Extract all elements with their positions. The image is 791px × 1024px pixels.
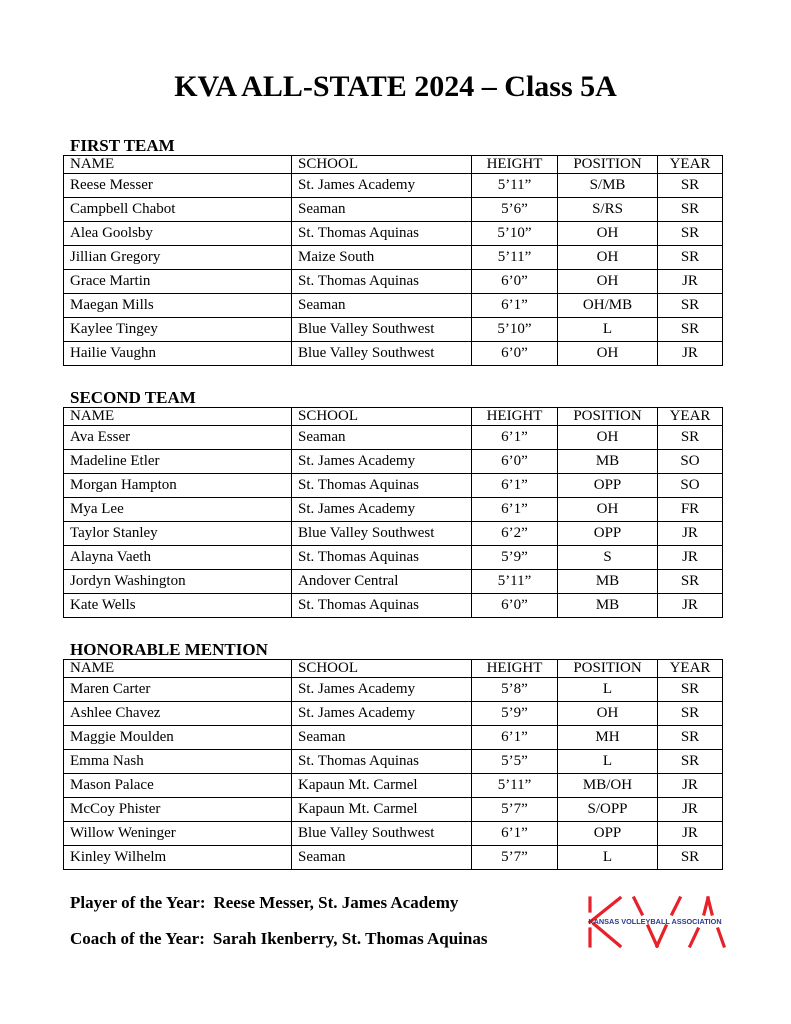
cell-school: Seaman: [292, 426, 472, 450]
cell-school: Andover Central: [292, 570, 472, 594]
table-row: [64, 222, 723, 246]
table-row: [64, 702, 723, 726]
cell-year: SR: [658, 198, 723, 222]
table-row: [64, 246, 723, 270]
cell-position: S/OPP: [558, 798, 658, 822]
cell-position: L: [558, 318, 658, 342]
cell-height: 6’0”: [472, 270, 558, 294]
cell-height: 5’11”: [472, 774, 558, 798]
cell-position: OH: [558, 702, 658, 726]
cell-school: St. James Academy: [292, 174, 472, 198]
table-row: [64, 270, 723, 294]
cell-name: Madeline Etler: [64, 450, 292, 474]
cell-height: 6’1”: [472, 498, 558, 522]
cell-height: 6’0”: [472, 450, 558, 474]
section-title: HONORABLE MENTION: [70, 640, 268, 659]
table-row: [64, 546, 723, 570]
cell-height: 6’1”: [472, 474, 558, 498]
cell-height: 5’11”: [472, 246, 558, 270]
cell-school: Seaman: [292, 198, 472, 222]
cell-name: Grace Martin: [64, 270, 292, 294]
table-row: [64, 822, 723, 846]
table-row: [64, 426, 723, 450]
column-header-year: YEAR: [658, 660, 723, 678]
cell-year: JR: [658, 342, 723, 366]
cell-year: JR: [658, 522, 723, 546]
table-row: [64, 474, 723, 498]
cell-name: Maren Carter: [64, 678, 292, 702]
coach-of-the-year: [70, 929, 487, 949]
cell-school: St. Thomas Aquinas: [292, 546, 472, 570]
cell-height: 5’5”: [472, 750, 558, 774]
table-row: [64, 726, 723, 750]
cell-school: St. Thomas Aquinas: [292, 594, 472, 618]
cell-year: SO: [658, 474, 723, 498]
cell-name: Ava Esser: [64, 426, 292, 450]
cell-height: 6’1”: [472, 294, 558, 318]
cell-position: S: [558, 546, 658, 570]
cell-school: St. James Academy: [292, 498, 472, 522]
cell-position: MB: [558, 594, 658, 618]
cell-position: OH: [558, 270, 658, 294]
player-of-year-label: Player of the Year:: [70, 893, 206, 912]
table-row: [64, 798, 723, 822]
section-title: FIRST TEAM: [70, 136, 175, 155]
cell-school: Seaman: [292, 294, 472, 318]
cell-year: SR: [658, 678, 723, 702]
cell-year: JR: [658, 822, 723, 846]
cell-name: Maggie Moulden: [64, 726, 292, 750]
cell-height: 5’9”: [472, 702, 558, 726]
cell-school: Kapaun Mt. Carmel: [292, 774, 472, 798]
cell-position: L: [558, 846, 658, 870]
column-header-position: POSITION: [558, 408, 658, 426]
column-header-height: HEIGHT: [472, 408, 558, 426]
cell-height: 6’2”: [472, 522, 558, 546]
roster-table: [63, 155, 723, 366]
cell-year: JR: [658, 798, 723, 822]
cell-school: Seaman: [292, 726, 472, 750]
table-row: [64, 750, 723, 774]
table-row: [64, 450, 723, 474]
table-row: [64, 522, 723, 546]
cell-name: Jillian Gregory: [64, 246, 292, 270]
cell-height: 6’0”: [472, 594, 558, 618]
cell-position: OH: [558, 426, 658, 450]
cell-year: JR: [658, 546, 723, 570]
cell-position: MB/OH: [558, 774, 658, 798]
cell-year: SR: [658, 174, 723, 198]
cell-school: Blue Valley Southwest: [292, 522, 472, 546]
column-header-height: HEIGHT: [472, 156, 558, 174]
cell-school: Kapaun Mt. Carmel: [292, 798, 472, 822]
cell-school: St. Thomas Aquinas: [292, 222, 472, 246]
coach-of-year-value: Sarah Ikenberry, St. Thomas Aquinas: [212, 929, 488, 948]
cell-position: L: [558, 750, 658, 774]
cell-position: S/MB: [558, 174, 658, 198]
cell-year: SR: [658, 318, 723, 342]
column-header-height: HEIGHT: [472, 660, 558, 678]
cell-school: St. James Academy: [292, 678, 472, 702]
table-row: [64, 294, 723, 318]
cell-school: Blue Valley Southwest: [292, 318, 472, 342]
cell-school: Blue Valley Southwest: [292, 822, 472, 846]
cell-height: 5’11”: [472, 174, 558, 198]
cell-name: Taylor Stanley: [64, 522, 292, 546]
cell-year: SR: [658, 726, 723, 750]
cell-position: OPP: [558, 822, 658, 846]
coach-of-year-label: Coach of the Year:: [70, 929, 205, 948]
column-header-school: SCHOOL: [292, 660, 472, 678]
cell-height: 6’1”: [472, 822, 558, 846]
team-section: [63, 137, 722, 366]
logo-tagline: KANSAS VOLLEYBALL ASSOCIATION: [588, 917, 722, 926]
cell-name: Morgan Hampton: [64, 474, 292, 498]
table-row: [64, 174, 723, 198]
column-header-name: NAME: [64, 408, 292, 426]
cell-school: St. James Academy: [292, 702, 472, 726]
cell-position: OH: [558, 498, 658, 522]
cell-name: Mya Lee: [64, 498, 292, 522]
team-section: [63, 641, 722, 870]
cell-year: SR: [658, 846, 723, 870]
cell-position: L: [558, 678, 658, 702]
cell-height: 6’0”: [472, 342, 558, 366]
cell-year: SR: [658, 426, 723, 450]
cell-year: SR: [658, 750, 723, 774]
cell-year: SR: [658, 246, 723, 270]
cell-school: Blue Valley Southwest: [292, 342, 472, 366]
page-title: KVA ALL-STATE 2024 – Class 5A: [174, 70, 617, 103]
cell-position: MB: [558, 570, 658, 594]
cell-school: Maize South: [292, 246, 472, 270]
cell-school: St. Thomas Aquinas: [292, 474, 472, 498]
cell-position: OH: [558, 222, 658, 246]
cell-height: 6’1”: [472, 426, 558, 450]
cell-name: McCoy Phister: [64, 798, 292, 822]
cell-name: Kaylee Tingey: [64, 318, 292, 342]
cell-name: Kate Wells: [64, 594, 292, 618]
cell-position: OH: [558, 246, 658, 270]
table-row: [64, 318, 723, 342]
column-header-school: SCHOOL: [292, 156, 472, 174]
cell-height: 6’1”: [472, 726, 558, 750]
cell-name: Campbell Chabot: [64, 198, 292, 222]
cell-name: Maegan Mills: [64, 294, 292, 318]
cell-height: 5’7”: [472, 798, 558, 822]
cell-name: Emma Nash: [64, 750, 292, 774]
table-row: [64, 846, 723, 870]
table-row: [64, 678, 723, 702]
roster-table: [63, 659, 723, 870]
table-row: [64, 342, 723, 366]
cell-name: Kinley Wilhelm: [64, 846, 292, 870]
cell-name: Willow Weninger: [64, 822, 292, 846]
cell-position: MH: [558, 726, 658, 750]
cell-height: 5’10”: [472, 222, 558, 246]
column-header-school: SCHOOL: [292, 408, 472, 426]
cell-year: SR: [658, 222, 723, 246]
cell-name: Jordyn Washington: [64, 570, 292, 594]
cell-height: 5’10”: [472, 318, 558, 342]
cell-position: MB: [558, 450, 658, 474]
cell-position: OPP: [558, 522, 658, 546]
table-row: [64, 498, 723, 522]
cell-name: Ashlee Chavez: [64, 702, 292, 726]
cell-position: OPP: [558, 474, 658, 498]
column-header-name: NAME: [64, 156, 292, 174]
cell-school: St. Thomas Aquinas: [292, 750, 472, 774]
cell-year: SR: [658, 570, 723, 594]
column-header-name: NAME: [64, 660, 292, 678]
player-of-the-year: [70, 893, 458, 913]
cell-year: JR: [658, 270, 723, 294]
cell-school: St. Thomas Aquinas: [292, 270, 472, 294]
column-header-position: POSITION: [558, 156, 658, 174]
table-row: [64, 594, 723, 618]
cell-year: SR: [658, 702, 723, 726]
cell-year: SR: [658, 294, 723, 318]
cell-name: Mason Palace: [64, 774, 292, 798]
column-header-year: YEAR: [658, 156, 723, 174]
table-row: [64, 774, 723, 798]
cell-year: JR: [658, 594, 723, 618]
section-title: SECOND TEAM: [70, 388, 196, 407]
cell-height: 5’11”: [472, 570, 558, 594]
column-header-year: YEAR: [658, 408, 723, 426]
cell-name: Alayna Vaeth: [64, 546, 292, 570]
kva-logo: [584, 895, 726, 949]
cell-name: Alea Goolsby: [64, 222, 292, 246]
cell-school: St. James Academy: [292, 450, 472, 474]
cell-height: 5’8”: [472, 678, 558, 702]
cell-position: OH/MB: [558, 294, 658, 318]
cell-name: Reese Messer: [64, 174, 292, 198]
cell-position: OH: [558, 342, 658, 366]
cell-name: Hailie Vaughn: [64, 342, 292, 366]
cell-height: 5’7”: [472, 846, 558, 870]
cell-year: FR: [658, 498, 723, 522]
cell-height: 5’6”: [472, 198, 558, 222]
cell-school: Seaman: [292, 846, 472, 870]
cell-year: SO: [658, 450, 723, 474]
table-row: [64, 570, 723, 594]
team-section: [63, 389, 722, 618]
cell-position: S/RS: [558, 198, 658, 222]
roster-table: [63, 407, 723, 618]
column-header-position: POSITION: [558, 660, 658, 678]
player-of-year-value: Reese Messer, St. James Academy: [213, 893, 459, 912]
table-row: [64, 198, 723, 222]
cell-height: 5’9”: [472, 546, 558, 570]
cell-year: JR: [658, 774, 723, 798]
